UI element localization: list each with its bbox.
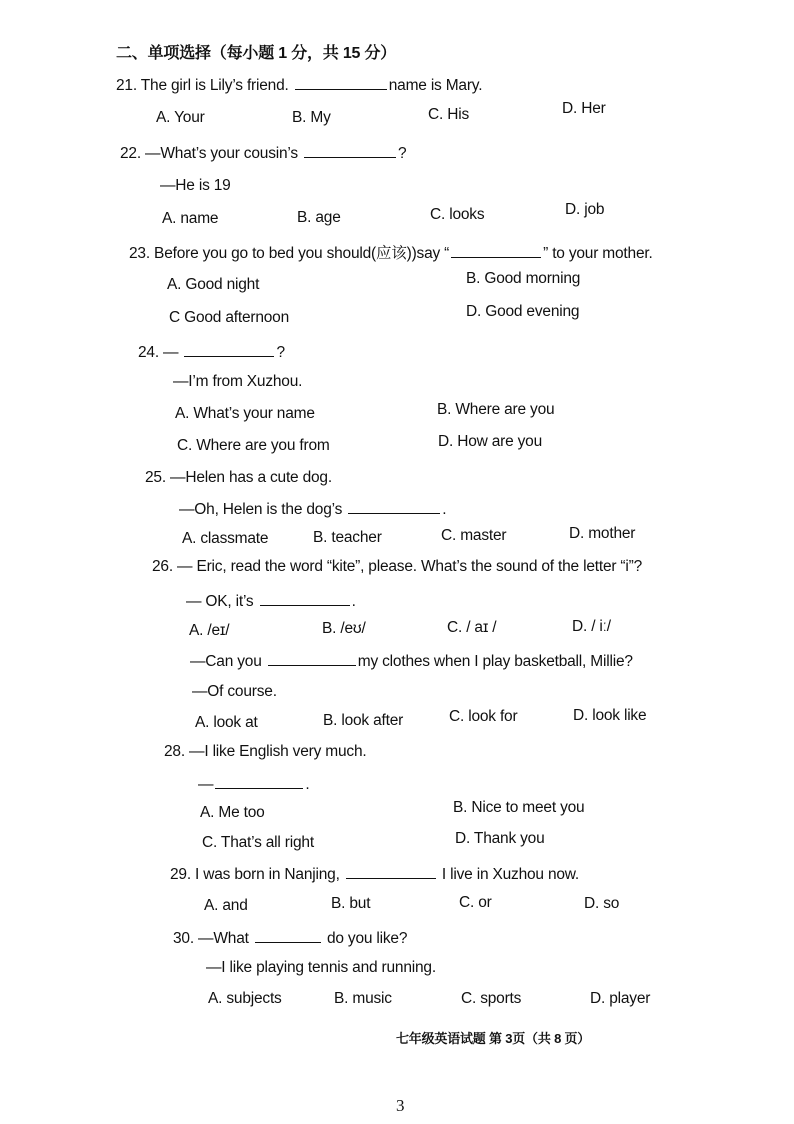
option-28-b: B. Nice to meet you (453, 799, 585, 816)
question-22-reply: —He is 19 (160, 177, 231, 194)
option-30-c: C. sports (461, 990, 522, 1007)
question-26-stem: 26. — Eric, read the word “kite”, please. What’s the sound of the letter “i”? (152, 558, 643, 575)
option-30-a: A. subjects (208, 990, 282, 1007)
option-25-c: C. master (441, 527, 507, 544)
answer-blank (255, 928, 321, 943)
option-29-b: B. but (331, 895, 371, 912)
option-23-b: B. Good morning (466, 270, 581, 287)
option-21-b: B. My (292, 109, 331, 126)
option-26-c: C. / aɪ / (447, 619, 497, 636)
option-22-c: C. looks (430, 206, 485, 223)
answer-blank (304, 143, 396, 158)
question-26-reply: — OK, it’s . (186, 593, 356, 610)
option-27-d: D. look like (573, 707, 647, 724)
answer-blank (348, 499, 440, 514)
page-number: 3 (396, 1096, 405, 1115)
option-21-a: A. Your (156, 109, 205, 126)
option-25-b: B. teacher (313, 529, 382, 546)
option-24-b: B. Where are you (437, 401, 555, 418)
option-21-c: C. His (428, 106, 469, 123)
option-26-b: B. /eʊ/ (322, 620, 366, 637)
question-29-stem: 29. I was born in Nanjing, I live in Xuzhou now. (170, 866, 580, 883)
option-23-a: A. Good night (167, 276, 260, 293)
answer-blank (346, 864, 436, 879)
option-26-a: A. /eɪ/ (189, 622, 230, 639)
question-28-stem: 28. —I like English very much. (164, 743, 367, 760)
option-29-a: A. and (204, 897, 248, 914)
option-24-a: A. What’s your name (175, 405, 315, 422)
option-22-b: B. age (297, 209, 341, 226)
option-22-d: D. job (565, 201, 605, 218)
question-24-stem: 24. — ? (138, 344, 285, 361)
page-footer: 七年级英语试题 第 3页（共 8 页） (396, 1031, 591, 1046)
option-25-d: D. mother (569, 525, 636, 542)
option-30-b: B. music (334, 990, 392, 1007)
option-21-d: D. Her (562, 100, 606, 117)
answer-blank (184, 342, 274, 357)
option-27-c: C. look for (449, 708, 518, 725)
option-30-d: D. player (590, 990, 651, 1007)
question-25-reply: —Oh, Helen is the dog’s . (179, 501, 447, 518)
option-23-d: D. Good evening (466, 303, 580, 320)
question-30-stem: 30. —What do you like? (173, 930, 408, 947)
option-27-a: A. look at (195, 714, 258, 731)
question-25-stem: 25. —Helen has a cute dog. (145, 469, 332, 486)
answer-blank (268, 651, 356, 666)
question-21-stem: 21. The girl is Lily’s friend. name is Mary. (116, 77, 483, 94)
option-26-d: D. / iː/ (572, 618, 611, 635)
answer-blank (215, 774, 303, 789)
question-30-reply: —I like playing tennis and running. (206, 959, 436, 976)
option-24-c: C. Where are you from (177, 437, 330, 454)
option-28-a: A. Me too (200, 804, 265, 821)
question-24-reply: —I’m from Xuzhou. (173, 373, 303, 390)
answer-blank (451, 243, 541, 258)
option-29-d: D. so (584, 895, 620, 912)
option-23-c: C Good afternoon (169, 309, 290, 326)
option-28-c: C. That’s all right (202, 834, 314, 851)
option-22-a: A. name (162, 210, 219, 227)
question-27-reply: —Of course. (192, 683, 277, 700)
question-22-stem: 22. —What’s your cousin’s ? (120, 145, 407, 162)
option-24-d: D. How are you (438, 433, 543, 450)
option-27-b: B. look after (323, 712, 404, 729)
section-title: 二、单项选择（每小题 1 分，共 15 分） (116, 45, 397, 62)
question-28-reply: — . (198, 776, 310, 793)
question-23-stem: 23. Before you go to bed you should(应该))say “ ” to your mother. (129, 245, 653, 262)
answer-blank (295, 75, 387, 90)
option-25-a: A. classmate (182, 530, 269, 547)
option-29-c: C. or (459, 894, 492, 911)
option-28-d: D. Thank you (455, 830, 545, 847)
answer-blank (260, 591, 350, 606)
question-27-stem: —Can you my clothes when I play basketball, Millie? (190, 653, 633, 670)
